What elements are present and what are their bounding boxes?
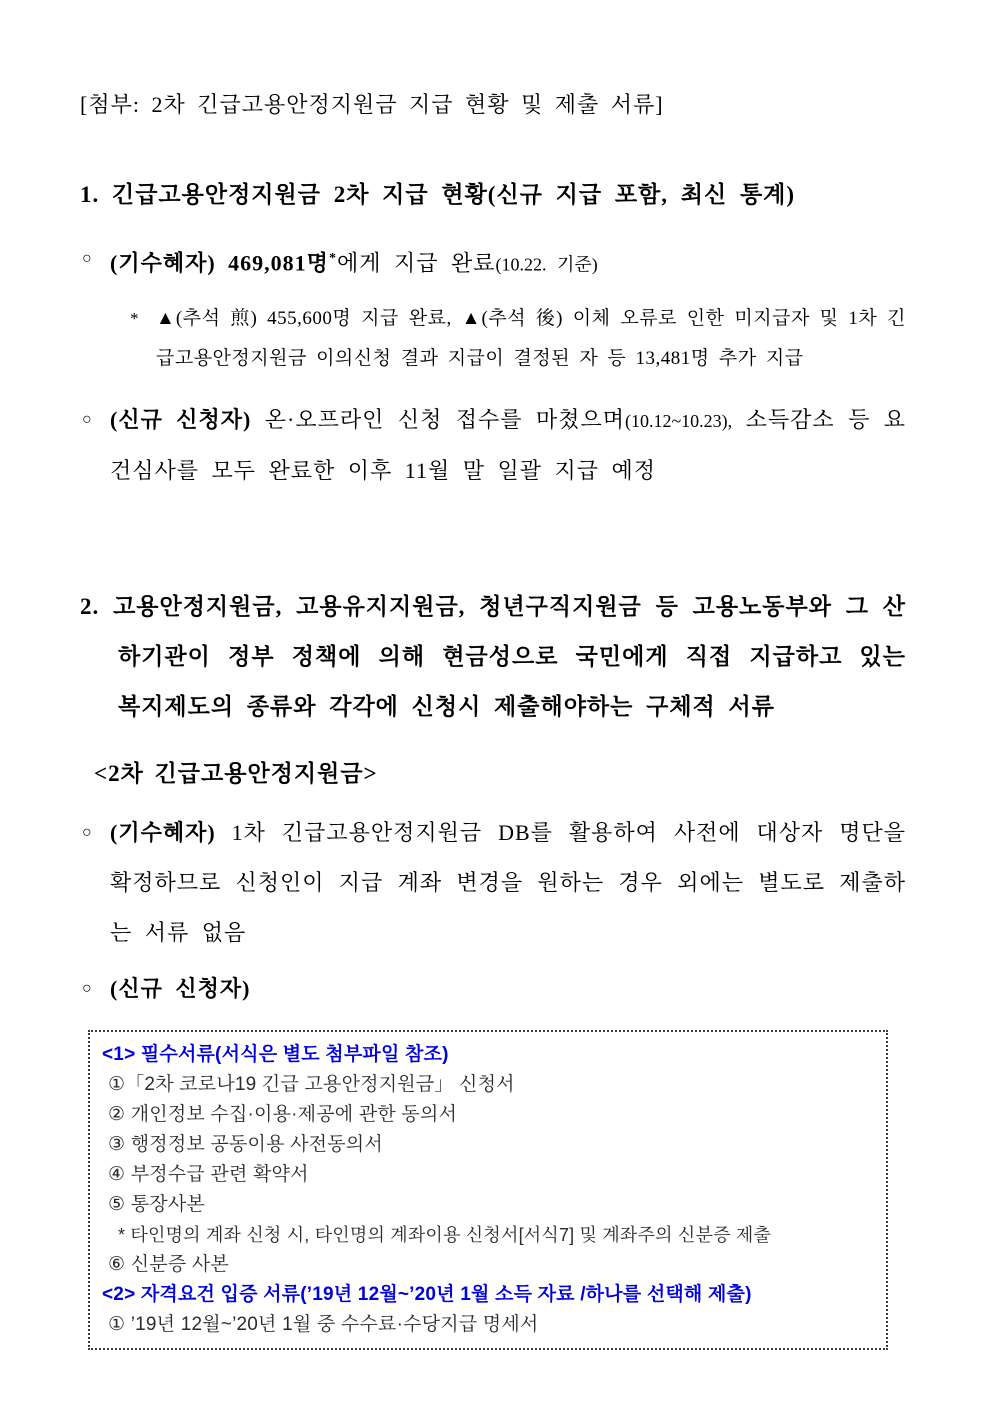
required-documents-header: <1> 필수서류(서식은 별도 첨부파일 참조) [102,1044,449,1066]
beneficiary-completion-text: 에게 지급 완료 [336,250,496,276]
attachment-title: [첨부: 2차 긴급고용안정지원금 지급 현황 및 제출 서류] [80,92,664,117]
beneficiary-label: (기수혜자) [110,250,216,276]
application-period-note: (10.12~10.23), [624,411,733,432]
beneficiary-text [110,234,906,289]
circle-bullet-icon: ○ [82,980,92,998]
required-doc-privacy-consent: ② 개인정보 수집·이용·제공에 관한 동의서 [108,1104,458,1126]
section1-new-applicants-line [80,395,906,496]
required-doc-pledge: ④ 부정수급 관련 확약서 [108,1164,309,1186]
required-doc-bankbook-copy: ⑤ 통장사본 [108,1194,205,1216]
new-applicants-text [110,395,906,496]
requirements-box [88,1030,888,1350]
beneficiary-body-text: 1차 긴급고용안정지원금 DB를 활용하여 사전에 대상자 명단을 확정하므로 신청인이 지급 계좌 변경을 원하는 경우 외에는 별도로 제출하는 서류 없음 [110,820,906,946]
required-doc-application-form: ①「2차 코로나19 긴급 고용안정지원금」 신청서 [108,1074,515,1096]
new-applicants-label: (신규 신청자) [110,976,251,1002]
section2-beneficiary-text [110,808,906,958]
section1-footnote [80,299,906,379]
section2-heading: 2. 고용안정지원금, 고용유지지원금, 청년구직지원금 등 고용노동부와 그 산하기관이 정부 정책에 의해 현금성으로 국민에게 직접 지급하고 있는 복지제도의 종류와 각각에 신청시 제출해야하는 구체적 서류 [80,594,906,720]
beneficiary-count: 469,081명 [228,250,329,276]
second-round-subheading: <2차 긴급고용안정지원금> [94,761,378,787]
footnote-reference-mark: * [328,251,337,266]
asterisk-icon: * [130,309,139,329]
section1-heading: 1. 긴급고용안정지원금 2차 지급 현황(신규 지급 포함, 최신 통계) [80,182,796,207]
qualification-proof-header: <2> 자격요건 입증 서류(’19년 12월~’20년 1월 소득 자료 /하나를 선택해 제출) [102,1284,752,1306]
new-applicants-label: (신규 신청자) [110,407,252,433]
section2-new-applicants-line [80,964,906,1014]
basis-date-note: (10.22. 기준) [495,254,598,275]
qualification-doc-statement: ① ’19년 12월~’20년 1월 중 수수료·수당지급 명세서 [108,1314,539,1336]
section2-beneficiary-line [80,808,906,958]
new-applicants-text-before: 온·오프라인 신청 접수를 마쳤으며 [264,407,625,433]
section2-new-applicants-text [110,964,906,1014]
required-doc-admin-info-consent: ③ 행정정보 공동이용 사전동의서 [108,1134,383,1156]
beneficiary-label: (기수혜자) [110,820,216,846]
circle-bullet-icon: ○ [82,411,92,429]
circle-bullet-icon: ○ [82,250,92,267]
new-applicants-text-after: 소득감소 등 요건심사를 모두 완료한 이후 11월 말 일괄 지급 예정 [110,407,907,484]
required-doc-id-copy: ⑥ 신분증 사본 [108,1254,229,1276]
footnote-text: ▲(추석 煎) 455,600명 지급 완료, ▲(추석 後) 이체 오류로 인한 미지급자 및 1차 긴급고용안정지원금 이의신청 결과 지급이 결정된 자 등 13,481명 추가 지급 [156,308,906,370]
section1-beneficiary-line [80,234,906,289]
bankbook-footnote: * 타인명의 계좌 신청 시, 타인명의 계좌이용 신청서[서식7] 및 계좌주의 신분증 제출 [118,1225,772,1246]
circle-bullet-icon: ○ [82,824,92,842]
